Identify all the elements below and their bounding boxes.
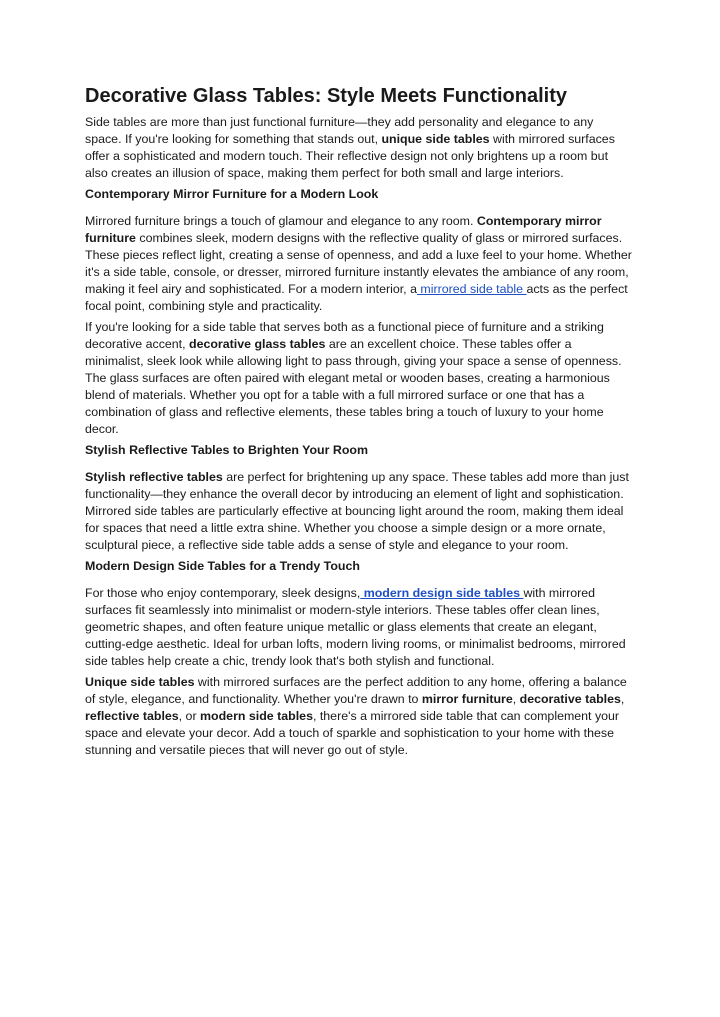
s3p1-text: For those who enjoy contemporary, sleek designs,: [85, 586, 361, 600]
section1-paragraph-2: [85, 319, 632, 438]
section3-paragraph-1: [85, 585, 632, 670]
section1-paragraph-1: [85, 213, 632, 315]
section2-paragraph-1: [85, 469, 632, 554]
section1-heading: Contemporary Mirror Furniture for a Modern Look: [85, 187, 379, 201]
s3p2-bold-4: reflective tables: [85, 709, 179, 723]
s1p2-text: If you're looking for a side table that serves both as a functional piece of furniture and a striking decorative accent,: [85, 320, 604, 351]
s3p2-bold-5: modern side tables: [200, 709, 313, 723]
section3-paragraph-2: [85, 674, 632, 759]
s1p2-bold-term: decorative glass tables: [189, 337, 326, 351]
s1p1-bold-term: Contemporary mirror furniture: [85, 214, 602, 245]
s3p2-text-1: with mirrored surfaces are the perfect addition to any home, offering a balance of style, elegance, and functionality. Whether you're drawn to: [85, 675, 627, 706]
s3p2-text-3: ,: [620, 692, 625, 706]
s1p1-text-3: acts as the perfect focal point, combining style and practicality.: [85, 282, 628, 313]
s1p1-text: Mirrored furniture brings a touch of glamour and elegance to any room.: [85, 214, 477, 228]
section2-heading: Stylish Reflective Tables to Brighten Your Room: [85, 443, 368, 457]
s3p1-text-2: with mirrored surfaces fit seamlessly into minimalist or modern-style interiors. These tables offer clean lines, geometric shapes, and often feature unique metallic or glass elements that create an elegant, cutting-edge aesthetic. Ideal for urban lofts, modern living rooms, or minimalist bedrooms, mirrored side tables help create a chic, trendy look that's both stylish and functional.: [85, 586, 626, 668]
s3p2-bold-1: Unique side tables: [85, 675, 195, 689]
s3p2-text-2: ,: [512, 692, 520, 706]
s1p1-text-2: combines sleek, modern designs with the reflective quality of glass or mirrored surfaces. These pieces reflect light, creating a sense of openness, and add a luxe feel to your home. Whether it's a side table, console, or dresser, mirrored furniture instantly elevates the ambiance of any room, making it feel airy and sophisticated. For a modern interior, a: [85, 231, 632, 296]
s2p1-text: are perfect for brightening up any space. These tables add more than just functionality—they enhance the overall decor by introducing an element of light and sophistication. Mirrored side tables are particularly effective at bouncing light around the room, making them ideal for spaces that need a little extra shine. Whether you choose a simple design or a more ornate, sculptural piece, a reflective side table adds a sense of style and elegance to your room.: [85, 470, 629, 552]
s3p2-text-4: , or: [178, 709, 201, 723]
intro-text: Side tables are more than just functional furniture—they add personality and elegance to any space. If you're looking for something that stands out,: [85, 115, 594, 146]
mirrored-side-table-link[interactable]: mirrored side table: [416, 282, 527, 296]
intro-bold-term: unique side tables: [381, 132, 490, 146]
intro-paragraph: [85, 114, 632, 182]
section3-heading: Modern Design Side Tables for a Trendy Touch: [85, 559, 360, 573]
page-title: Decorative Glass Tables: Style Meets Functionality: [85, 85, 568, 107]
s3p2-bold-2: mirror furniture: [421, 692, 513, 706]
modern-design-side-tables-link[interactable]: modern design side tables: [360, 586, 524, 600]
s2p1-bold-term: Stylish reflective tables: [85, 470, 223, 484]
s1p2-text-2: are an excellent choice. These tables offer a minimalist, sleek look while allowing light to pass through, giving your space a sense of openness. The glass surfaces are often paired with elegant metal or wooden bases, creating a harmonious blend of materials. Whether you opt for a table with a full mirrored surface or one that has a combination of glass and reflective elements, these tables bring a touch of luxury to your home decor.: [85, 337, 622, 436]
s3p2-bold-3: decorative tables: [519, 692, 621, 706]
s3p2-text-5: , there's a mirrored side table that can complement your space and elevate your decor. Add a touch of sparkle and sophistication to your home with these stunning and versatile pieces that will never go out of style.: [85, 709, 620, 757]
intro-text-2: with mirrored surfaces offer a sophisticated and modern touch. Their reflective design not only brightens up a room but also creates an illusion of space, making them perfect for both small and large interiors.: [85, 132, 615, 180]
